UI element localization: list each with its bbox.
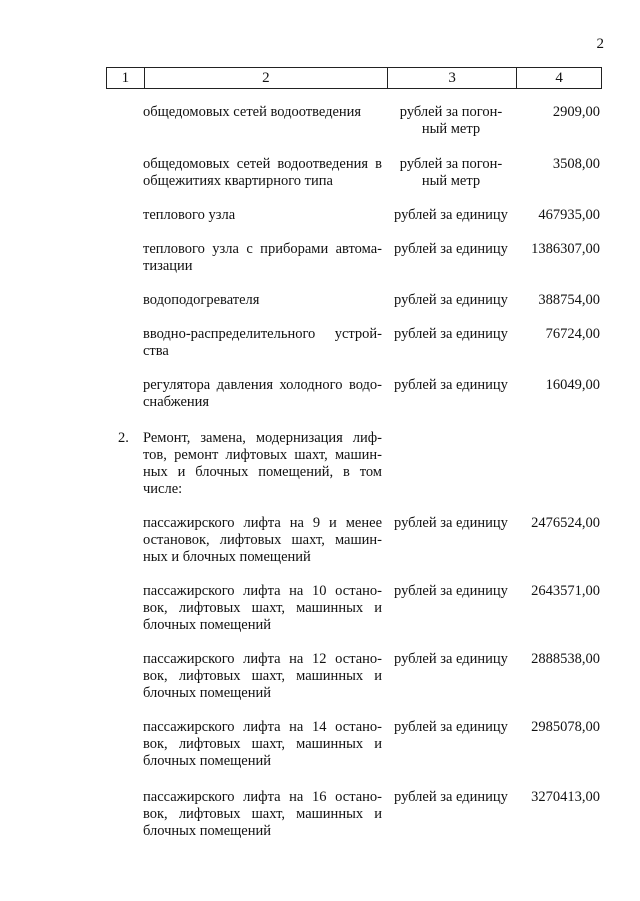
row-price: 2643571,00 bbox=[531, 583, 600, 599]
description-line: тов, ремонт лифтовых шахт, машин- bbox=[143, 447, 382, 463]
row-price: 2909,00 bbox=[552, 104, 600, 120]
description-line: блочных помещений bbox=[143, 685, 272, 701]
unit-line: рублей за единицу bbox=[394, 651, 508, 667]
description-line: водоподогревателя bbox=[143, 292, 260, 308]
row-price: 2985078,00 bbox=[531, 719, 600, 735]
row-unit bbox=[388, 156, 514, 190]
row-price: 2476524,00 bbox=[531, 515, 600, 531]
description-line: ных и блочных помещений, в том bbox=[143, 464, 382, 480]
row-description bbox=[143, 377, 382, 411]
header-col-4: 4 bbox=[555, 70, 563, 86]
row-number: 2. bbox=[118, 430, 129, 446]
unit-line: рублей за единицу bbox=[394, 241, 508, 257]
table-header bbox=[106, 67, 602, 89]
row-description bbox=[143, 292, 382, 309]
description-line: блочных помещений bbox=[143, 823, 272, 839]
header-col-2: 2 bbox=[145, 68, 388, 88]
description-line: вок, лифтовых шахт, машинных и bbox=[143, 668, 382, 684]
row-unit bbox=[388, 515, 514, 532]
row-description bbox=[143, 719, 382, 770]
row-price: 1386307,00 bbox=[531, 241, 600, 257]
row-price: 3270413,00 bbox=[531, 789, 600, 805]
row-unit bbox=[388, 789, 514, 806]
description-line: вок, лифтовых шахт, машинных и bbox=[143, 806, 382, 822]
row-description bbox=[143, 789, 382, 840]
description-line: числе: bbox=[143, 481, 183, 497]
unit-line: рублей за единицу bbox=[394, 207, 508, 223]
row-price: 3508,00 bbox=[552, 156, 600, 172]
unit-line: рублей за единицу bbox=[394, 292, 508, 308]
row-price: 388754,00 bbox=[538, 292, 600, 308]
unit-line: рублей за погон- bbox=[399, 156, 503, 172]
row-description bbox=[143, 241, 382, 275]
row-description bbox=[143, 104, 382, 121]
unit-line: рублей за единицу bbox=[394, 326, 508, 342]
description-line: регулятора давления холодного водо- bbox=[143, 377, 382, 393]
description-line: вок, лифтовых шахт, машинных и bbox=[143, 600, 382, 616]
unit-line: рублей за единицу bbox=[394, 377, 508, 393]
description-line: пассажирского лифта на 14 остано- bbox=[143, 719, 382, 735]
row-price: 16049,00 bbox=[545, 377, 600, 393]
row-unit bbox=[388, 377, 514, 394]
row-description bbox=[143, 207, 382, 224]
row-unit bbox=[388, 241, 514, 258]
row-description bbox=[143, 326, 382, 360]
row-description bbox=[143, 156, 382, 190]
description-line: пассажирского лифта на 12 остано- bbox=[143, 651, 382, 667]
unit-line: ный метр bbox=[421, 121, 481, 137]
row-description bbox=[143, 515, 382, 566]
description-line: пассажирского лифта на 9 и менее bbox=[143, 515, 382, 531]
row-description bbox=[143, 583, 382, 634]
description-line: остановок, лифтовых шахт, машин- bbox=[143, 532, 382, 548]
header-col-1: 1 bbox=[107, 68, 145, 88]
row-unit bbox=[388, 583, 514, 600]
unit-line: рублей за погон- bbox=[399, 104, 503, 120]
description-line: снабжения bbox=[143, 394, 210, 410]
row-unit bbox=[388, 719, 514, 736]
unit-line: рублей за единицу bbox=[394, 719, 508, 735]
row-price: 2888538,00 bbox=[531, 651, 600, 667]
description-line: ства bbox=[143, 343, 169, 359]
description-line: блочных помещений bbox=[143, 753, 272, 769]
unit-line: ный метр bbox=[421, 173, 481, 189]
row-unit bbox=[388, 292, 514, 309]
description-line: ных и блочных помещений bbox=[143, 549, 311, 565]
header-col-3: 3 bbox=[388, 68, 517, 88]
description-line: вводно-распределительного устрой- bbox=[143, 326, 382, 342]
page-number: 2 bbox=[596, 36, 604, 52]
description-line: Ремонт, замена, модернизация лиф- bbox=[143, 430, 382, 446]
unit-line: рублей за единицу bbox=[394, 789, 508, 805]
description-line: блочных помещений bbox=[143, 617, 272, 633]
description-line: теплового узла с приборами автома- bbox=[143, 241, 382, 257]
description-line: общедомовых сетей водоотведения bbox=[143, 104, 362, 120]
description-line: пассажирского лифта на 16 остано- bbox=[143, 789, 382, 805]
row-unit bbox=[388, 104, 514, 138]
row-description bbox=[143, 430, 382, 498]
description-line: тизации bbox=[143, 258, 193, 274]
description-line: пассажирского лифта на 10 остано- bbox=[143, 583, 382, 599]
row-unit bbox=[388, 651, 514, 668]
description-line: вок, лифтовых шахт, машинных и bbox=[143, 736, 382, 752]
row-unit bbox=[388, 326, 514, 343]
description-line: общедомовых сетей водоотведения в bbox=[143, 156, 382, 172]
unit-line: рублей за единицу bbox=[394, 583, 508, 599]
row-price: 76724,00 bbox=[545, 326, 600, 342]
unit-line: рублей за единицу bbox=[394, 515, 508, 531]
row-unit bbox=[388, 207, 514, 224]
row-price: 467935,00 bbox=[538, 207, 600, 223]
description-line: теплового узла bbox=[143, 207, 236, 223]
description-line: общежитиях квартирного типа bbox=[143, 173, 333, 189]
row-description bbox=[143, 651, 382, 702]
